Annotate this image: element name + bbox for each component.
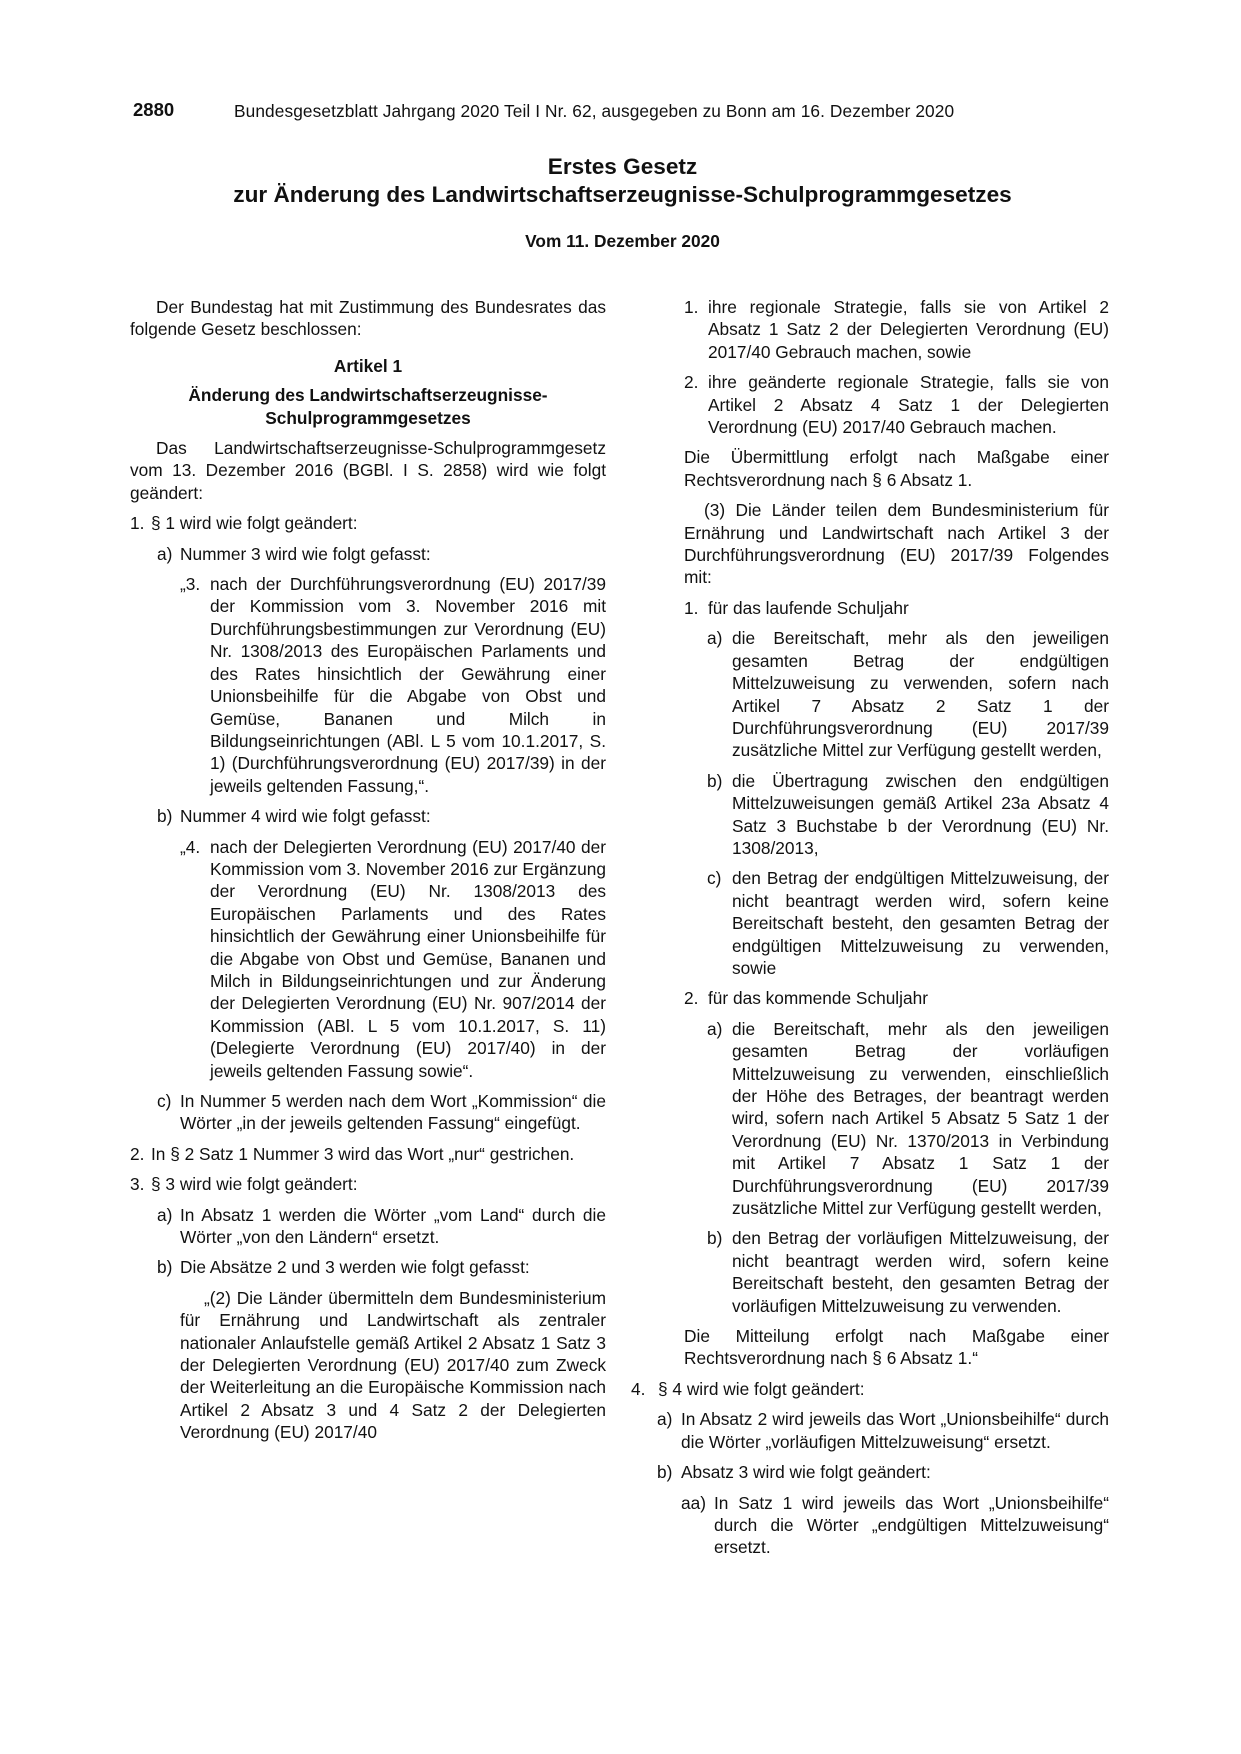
- item-letter: a): [157, 1204, 173, 1225]
- quoted-text: nach der Delegierten Verordnung (EU) 2017/40 der Kommission vom 3. November 2016 zur Ergänzung der Verordnung (EU) Nr. 1308/2013 des Europäischen Parlaments und des Rates hinsichtlich der Gewährung einer Unionsbeihilfe für die Abgabe von Obst und Gemüse, Bananen und Milch in Bildungseinrichtungen und zur Änderung der Delegierten Verordnung (EU) Nr. 907/2014 der Kommission (ABl. L 5 vom 10.1.2017, S. 11) (Delegierte Verordnung (EU) 2017/40) in der jeweils geltenden Fassung sowie“.: [210, 836, 606, 1081]
- item-text: § 1 wird wie folgt geändert:: [151, 513, 358, 534]
- item-text: die Bereitschaft, mehr als den jeweiligen gesamten Betrag der endgültigen Mittelzuweisung zu verwenden, sofern nach Artikel 7 Absatz 2 Satz 1 der Durchführungsverordnung (EU) 2017/39 zusätzliche Mittel zur Verfügung gestellt werden,: [732, 628, 1109, 761]
- item-text: die Bereitschaft, mehr als den jeweiligen gesamten Betrag der vorläufigen Mittelzuweisung zu verwenden, einschließlich der Höhe des Betrages, der beantragt werden wird, sofern nach Artikel 5 Absatz 5 Satz 1 der Verordnung (EU) Nr. 1370/2013 in Verbindung mit Artikel 7 Absatz 1 Satz 1 der Durchführungsverordnung (EU) 2017/39 zusätzliche Mittel zur Verfügung gestellt werden,: [732, 1018, 1109, 1219]
- paragraph-3: (3) Die Länder teilen dem Bundesministerium für Ernährung und Landwirtschaft nach Artikel 3 der Durchführungsverordnung (EU) 2017/39 Folgendes mit:: [684, 500, 1109, 588]
- notification-item-1b: [707, 770, 1109, 860]
- notification-item-1c: [707, 867, 1109, 979]
- item-letter: a): [707, 1018, 723, 1039]
- notification-item-2: [684, 987, 1109, 1009]
- quoted-number-4: [180, 836, 606, 1082]
- article-label: Artikel 1: [333, 355, 403, 376]
- law-title-line-1: Erstes Gesetz: [547, 154, 698, 179]
- quoted-number: „3.: [180, 574, 201, 595]
- item-letter: b): [157, 806, 173, 827]
- item-letter: b): [657, 1462, 673, 1483]
- item-number: 2.: [684, 372, 699, 393]
- amendment-item-3a: [157, 1204, 606, 1249]
- right-column: [631, 296, 1109, 1567]
- law-title-line-2: zur Änderung des Landwirtschaftserzeugnisse-Schulprogrammgesetzes: [233, 182, 1012, 207]
- item-text: In Absatz 2 wird jeweils das Wort „Unionsbeihilfe“ durch die Wörter „vorläufigen Mittelzuweisung“ ersetzt.: [681, 1409, 1109, 1452]
- left-column: [130, 296, 606, 1452]
- notification-item-2b: [707, 1227, 1109, 1317]
- article-intro: Das Landwirtschaftserzeugnisse-Schulprogrammgesetz vom 13. Dezember 2016 (BGBl. I S. 2858) wird wie folgt geändert:: [130, 438, 606, 503]
- amendment-item-3: [130, 1173, 606, 1195]
- item-letter: b): [707, 770, 723, 791]
- item-letter: b): [707, 1228, 723, 1249]
- item-number: 2.: [684, 988, 699, 1009]
- quoted-number-3: [180, 573, 606, 797]
- item-number: 2.: [130, 1143, 145, 1164]
- item-letter: c): [157, 1091, 172, 1111]
- item-text: Die Absätze 2 und 3 werden wie folgt gefasst:: [180, 1257, 530, 1278]
- item-text: Absatz 3 wird wie folgt geändert:: [681, 1462, 931, 1483]
- amendment-item-4a: [657, 1408, 1109, 1453]
- item-text: In Satz 1 wird jeweils das Wort „Unionsbeihilfe“ durch die Wörter „endgültigen Mittelzuweisung“ ersetzt.: [714, 1492, 1109, 1558]
- item-text: Nummer 3 wird wie folgt gefasst:: [180, 543, 431, 564]
- strategy-item-1: [684, 296, 1109, 363]
- item-letter: c): [707, 868, 722, 889]
- amendment-item-1b: [157, 805, 606, 827]
- amendment-item-2: [130, 1143, 606, 1165]
- notification-item-1: [684, 597, 1109, 619]
- item-number: 3.: [130, 1174, 145, 1195]
- item-letter: a): [707, 628, 723, 649]
- notification-item-2a: [707, 1018, 1109, 1220]
- item-text: den Betrag der endgültigen Mittelzuweisung, der nicht beantragt werden wird, sofern keine Bereitschaft besteht, den gesamten Betrag der endgültigen Mittelzuweisung zu verwenden, sowie: [732, 868, 1109, 978]
- quoted-text: nach der Durchführungsverordnung (EU) 2017/39 der Kommission vom 3. November 2016 mit Durchführungsbestimmungen zur Verordnung (EU) Nr. 1308/2013 des Europäischen Parlaments und des Rates hinsichtlich der Gewährung einer Unionsbeihilfe für die Abgabe von Obst und Gemüse, Bananen und Milch in Bildungseinrichtungen (ABl. L 5 vom 10.1.2017, S. 1) (Durchführungsverordnung (EU) 2017/39) in der jeweils geltenden Fassung,“.: [210, 574, 606, 796]
- notification-note: Die Mitteilung erfolgt nach Maßgabe einer Rechtsverordnung nach § 6 Absatz 1.“: [684, 1326, 1109, 1369]
- amendment-item-4: [631, 1378, 1109, 1400]
- running-header: Bundesgesetzblatt Jahrgang 2020 Teil I Nr. 62, ausgegeben zu Bonn am 16. Dezember 2020: [234, 101, 955, 121]
- notification-item-1a: [707, 627, 1109, 761]
- enacting-clause: Der Bundestag hat mit Zustimmung des Bundesrates das folgende Gesetz beschlossen:: [130, 297, 606, 340]
- item-number: 4.: [631, 1378, 646, 1399]
- strategy-item-2: [684, 371, 1109, 438]
- amendment-item-1: [130, 512, 606, 534]
- quoted-paragraph-2: „(2) Die Länder übermitteln dem Bundesministerium für Ernährung und Landwirtschaft als zentraler nationaler Anlaufstelle gemäß Artikel 2 Absatz 1 Satz 3 der Delegierten Verordnung (EU) 2017/40 zum Zweck der Weiterleitung an die Europäische Kommission nach Artikel 2 Absatz 3 und 4 Satz 2 der Delegierten Verordnung (EU) 2017/40: [180, 1287, 606, 1443]
- item-text: § 4 wird wie folgt geändert:: [658, 1378, 865, 1399]
- item-text: für das kommende Schuljahr: [708, 988, 928, 1009]
- quoted-number: „4.: [180, 836, 201, 857]
- transmission-note: Die Übermittlung erfolgt nach Maßgabe einer Rechtsverordnung nach § 6 Absatz 1.: [684, 447, 1109, 490]
- law-date: Vom 11. Dezember 2020: [525, 231, 720, 251]
- item-text: Nummer 4 wird wie folgt gefasst:: [180, 806, 431, 827]
- item-letter: a): [657, 1409, 673, 1430]
- amendment-item-4b-aa: [681, 1492, 1109, 1559]
- item-text: In § 2 Satz 1 Nummer 3 wird das Wort „nur“ gestrichen.: [151, 1143, 575, 1164]
- item-text: ihre geänderte regionale Strategie, falls sie von Artikel 2 Absatz 4 Satz 1 der Delegierten Verordnung (EU) 2017/40 Gebrauch machen.: [708, 372, 1109, 438]
- item-number: 1.: [684, 597, 699, 618]
- item-text: ihre regionale Strategie, falls sie von Artikel 2 Absatz 1 Satz 2 der Delegierten Verordnung (EU) 2017/40 Gebrauch machen, sowie: [708, 297, 1109, 362]
- item-letter: b): [157, 1257, 173, 1278]
- amendment-item-4b: [657, 1461, 1109, 1483]
- item-text: für das laufende Schuljahr: [708, 597, 909, 618]
- item-text: die Übertragung zwischen den endgültigen Mittelzuweisungen gemäß Artikel 23a Absatz 4 Satz 3 Buchstabe b der Verordnung (EU) Nr. 1308/2013,: [732, 770, 1109, 858]
- item-text: § 3 wird wie folgt geändert:: [151, 1174, 358, 1195]
- item-letter: a): [157, 543, 173, 564]
- item-text: den Betrag der vorläufigen Mittelzuweisung, der nicht beantragt werden wird, sofern keine Bereitschaft besteht, den gesamten Betrag der vorläufigen Mittelzuweisung zu verwenden.: [732, 1228, 1109, 1316]
- amendment-item-1a: [157, 543, 606, 565]
- item-number: 1.: [684, 297, 699, 317]
- item-text: In Absatz 1 werden die Wörter „vom Land“ durch die Wörter „von den Ländern“ ersetzt.: [180, 1204, 606, 1248]
- amendment-item-1c: [157, 1090, 606, 1135]
- article-heading: Änderung des Landwirtschaftserzeugnisse-Schulprogrammgesetzes: [188, 385, 548, 428]
- amendment-item-3b: [157, 1256, 606, 1278]
- item-number: 1.: [130, 513, 145, 534]
- page-number: 2880: [133, 99, 175, 120]
- item-letter: aa): [681, 1492, 706, 1513]
- item-text: In Nummer 5 werden nach dem Wort „Kommission“ die Wörter „in der jeweils geltenden Fassung“ eingefügt.: [180, 1091, 606, 1134]
